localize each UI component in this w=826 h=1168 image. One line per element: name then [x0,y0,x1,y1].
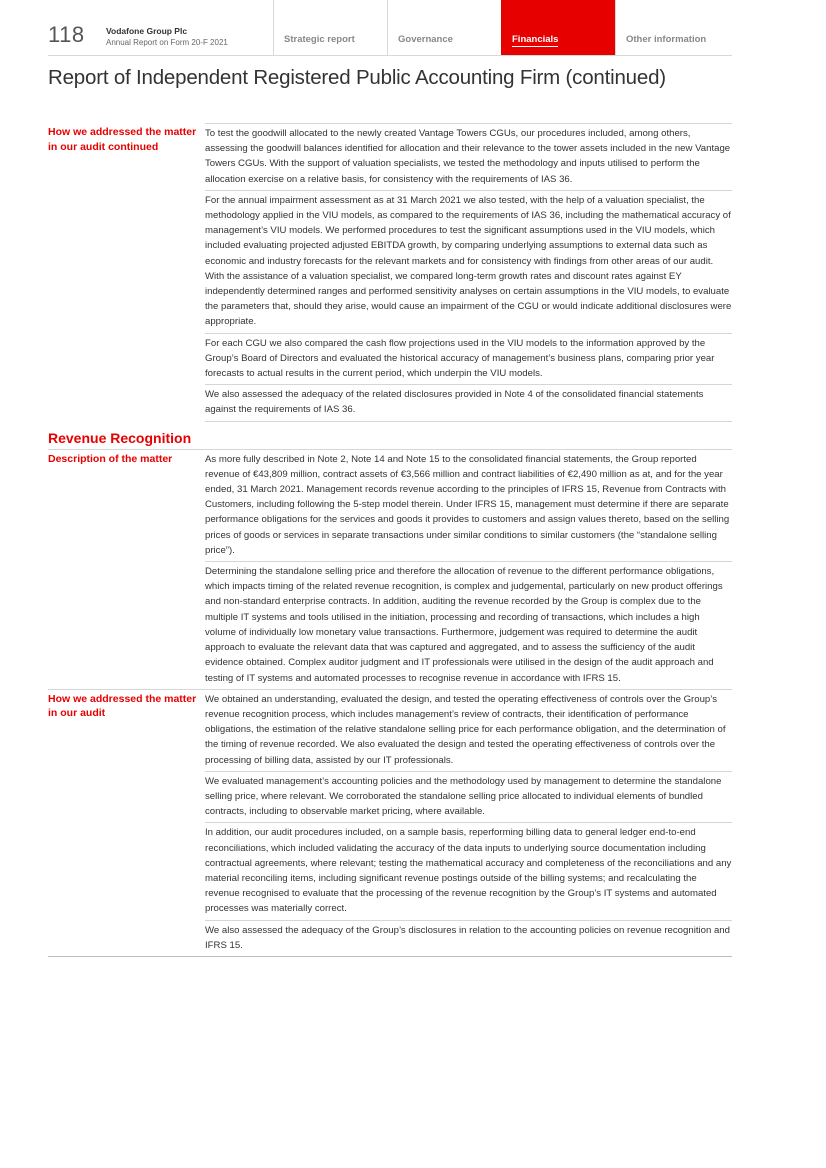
report-content [48,123,732,957]
paragraph: For the annual impairment assessment as at 31 March 2021 we also tested, with the help of a valuation specialist, the methodology applied in the VIU models, as compared to the requirements of IAS 36, including the mathematical accuracy of management’s VIU models. We performed procedures to test the significant assumptions used in the VIU models, which included evaluating projected adjusted EBITDA growth, by comparing underlying assumptions to external data such as economic and industry forecasts for the relevant markets and for consistency with findings from other areas of our audit. With the assistance of a valuation specialist, we compared long-term growth rates and discount rates against EY independently determined ranges and performed sensitivity analyses on certain assumptions in the VIU models, to evaluate the parameters that, should they arise, would cause an impairment of the CGU or would indicate additional disclosures were appropriate. [205,190,732,333]
page-header [0,0,826,56]
tab-financials[interactable] [501,0,615,55]
row-label: How we addressed the matter in our audit continued [48,126,197,153]
paragraph: For each CGU we also compared the cash flow projections used in the VIU models to the information approved by the Group’s Board of Directors and evaluated the historical accuracy of management’s business plans, comparing prior year forecasts to actual results in the current period, which underpin the VIU models. [205,333,732,385]
tab-other-information[interactable] [615,0,729,55]
row-label: How we addressed the matter in our audit [48,692,197,720]
paragraph: We evaluated management’s accounting policies and the methodology used by management to determine the standalone selling price, where relevant. We corroborated the standalone selling price allocated to individual elements of bundled contracts, including to observable market pricing, where available. [205,771,732,823]
goodwill-audit-section [48,123,732,422]
company-name: Vodafone Group Plc [106,26,188,36]
tab-label: Other information [626,34,707,45]
revenue-description-section [48,450,732,689]
section-heading: Revenue Recognition [48,422,732,450]
revenue-addressed-section [48,689,732,957]
tab-label: Governance [398,34,453,45]
page-title: Report of Independent Registered Public Accounting Firm (continued) [48,66,666,89]
paragraph: To test the goodwill allocated to the newly created Vantage Towers CGUs, our procedures included, among others, assessing the goodwill balances identified for allocation and their relevance to the tower assets included in the new Vantage Towers CGUs. With the support of valuation specialists, we tested the methodology and inputs utilised to perform the allocation exercise on a relative basis, for consistency with the requirements of IAS 36. [205,123,732,190]
paragraph: We obtained an understanding, evaluated the design, and tested the operating effectiveness of controls over the Group’s revenue recognition process, which includes management’s review of contracts, their identification of performance obligations, the estimation of the relative standalone selling price for each performance obligation, and the determination of the timing of revenue recorded. We also evaluated the design and tested the operating effectiveness of controls over the processing of billing data, assisted by our IT professionals. [205,693,726,766]
paragraph: We also assessed the adequacy of the related disclosures provided in Note 4 of the consolidated financial statements against the requirements of IAS 36. [205,384,732,421]
section-tabs [273,0,729,56]
tab-label: Financials [512,34,559,45]
paragraph: In addition, our audit procedures included, on a sample basis, reperforming billing data to general ledger end-to-end reconciliations, which included validating the accuracy of the data inputs to underlying source documentation including contractual agreements, where relevant; testing the mathematical accuracy and completeness of the reconciliations and any material reconciling items, including significant revenue postings outside of the billing systems; and recalculating the revenue recognised to evaluate that the processing of the revenue recognition by the Group’s IT systems and automated processes was materially correct. [205,822,732,919]
tab-governance[interactable] [387,0,501,55]
row-label: Description of the matter [48,452,173,465]
tab-strategic-report[interactable] [273,0,387,55]
report-name: Annual Report on Form 20-F 2021 [106,38,228,47]
report-brand [106,26,228,48]
paragraph: Determining the standalone selling price and therefore the allocation of revenue to the different performance obligations, which impacts timing of the related revenue recognition, is complex and judgemental, particularly on new product offerings and non-standard enterprise contracts. In addition, auditing the revenue recorded by the Group is complex due to the multiple IT systems and tools utilised in the initiation, processing and recording of transactions, which includes a high volume of individually low monetary value transactions. Furthermore, judgement was required to determine the audit approach to evaluate the relevant data that was captured and aggregated, and to assess the sufficiency of the audit evidence obtained. Complex auditor judgment and IT professionals were utilised in the design of the audit approach and testing of IT systems and automated processes to recognise revenue in accordance with IFRS 15. [205,561,732,689]
tab-label: Strategic report [284,34,355,45]
page-number: 118 [48,22,85,47]
paragraph: We also assessed the adequacy of the Group’s disclosures in relation to the accounting policies on revenue recognition and IFRS 15. [205,920,732,956]
header-divider [48,55,732,56]
paragraph: As more fully described in Note 2, Note 14 and Note 15 to the consolidated financial statements, the Group reported revenue of €43,809 million, contract assets of €3,566 million and contract liabilities of €2,490 million as at, and for the year ended, 31 March 2021. Management records revenue according to the principles of IFRS 15, Revenue from Contracts with Customers, including following the 5-step model therein. Under IFRS 15, management must determine if there are separate performance obligations for the services and goods it provides to customers and assign values thereto, based on the selling prices of goods or services in separate transactions under similar conditions to similar customers (the “standalone selling price”). [205,453,730,556]
